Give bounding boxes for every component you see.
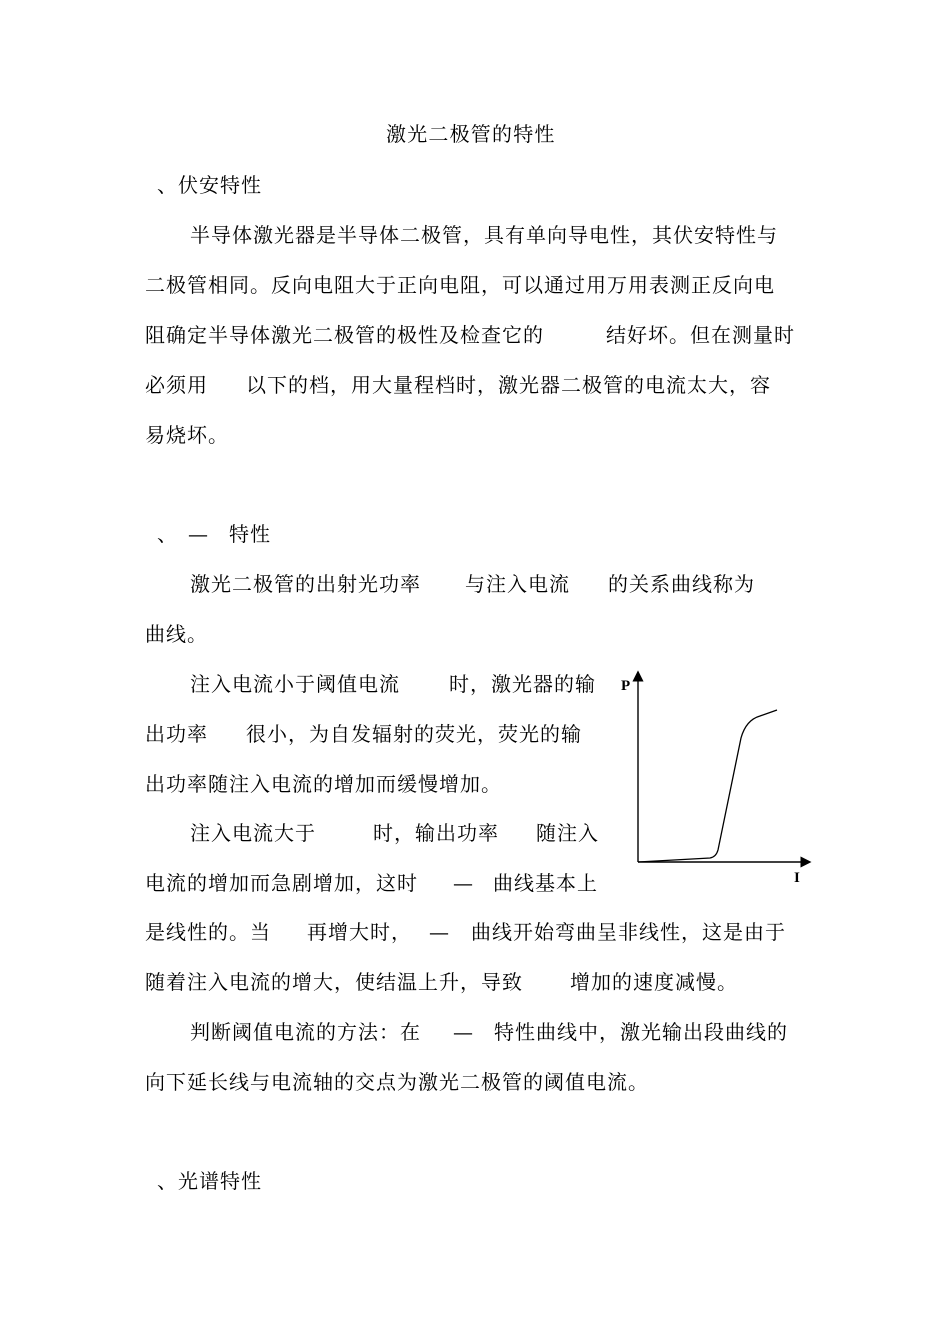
paragraph-line: 结好坏。但在测量时 xyxy=(606,323,795,347)
paragraph-line: 时，激光器的输 xyxy=(449,672,596,696)
paragraph-line: 的关系曲线称为 xyxy=(608,572,755,596)
paragraph-line: 半导体激光器是半导体二极管，具有单向导电性，其伏安特性与 xyxy=(190,223,778,247)
paragraph-line: 时，输出功率 xyxy=(373,821,499,845)
section-heading-pi: 特性 xyxy=(229,522,271,546)
heading-dash: — xyxy=(188,522,209,546)
paragraph-line: 随着注入电流的增大，使结温上升，导致 xyxy=(145,970,523,994)
paragraph-line: 出功率随注入电流的增加而缓慢增加。 xyxy=(145,772,502,796)
y-axis-label: P xyxy=(621,678,631,694)
paragraph-line: 二极管相同。反向电阻大于正向电阻，可以通过用万用表测正反向电 xyxy=(145,273,775,297)
paragraph-line: 向下延长线与电流轴的交点为激光二极管的阈值电流。 xyxy=(145,1070,649,1094)
paragraph-line: 出功率 xyxy=(145,722,208,746)
paragraph-line: 阻确定半导体激光二极管的极性及检查它的 xyxy=(145,323,544,347)
x-axis-label: I xyxy=(794,870,800,886)
paragraph-line: 曲线基本上 xyxy=(493,871,598,895)
paragraph-line: 是线性的。当 xyxy=(145,920,271,944)
paragraph-line: 随注入 xyxy=(536,821,599,845)
paragraph-line: 特性曲线中，激光输出段曲线的 xyxy=(494,1020,788,1044)
paragraph-line: 注入电流小于阈值电流 xyxy=(190,672,400,696)
page-title: 激光二极管的特性 xyxy=(386,122,556,146)
pi-curve-figure xyxy=(621,668,818,890)
pi-curve-line xyxy=(638,710,777,862)
paragraph-line: 判断阈值电流的方法：在 xyxy=(190,1020,421,1044)
inline-dash: — xyxy=(453,871,474,895)
paragraph-line: 以下的档，用大量程档时，激光器二极管的电流太大，容 xyxy=(246,373,771,397)
paragraph-line: 再增大时， xyxy=(307,920,412,944)
paragraph-line: 曲线。 xyxy=(145,622,208,646)
paragraph-line: 电流的增加而急剧增加，这时 xyxy=(145,871,418,895)
section-heading-spectrum: 、光谱特性 xyxy=(157,1169,262,1193)
paragraph-line: 与注入电流 xyxy=(465,572,570,596)
section-heading-vi: 、伏安特性 xyxy=(157,173,262,197)
pi-curve-graphic xyxy=(628,668,818,890)
paragraph-line: 注入电流大于 xyxy=(190,821,316,845)
section-heading-prefix: 、 xyxy=(157,522,178,546)
paragraph-line: 曲线开始弯曲呈非线性，这是由于 xyxy=(471,920,786,944)
paragraph-line: 必须用 xyxy=(145,373,208,397)
paragraph-line: 很小，为自发辐射的荧光，荧光的输 xyxy=(246,722,582,746)
inline-dash: — xyxy=(453,1020,474,1044)
paragraph-line: 激光二极管的出射光功率 xyxy=(190,572,421,596)
paragraph-line: 易烧坏。 xyxy=(145,423,229,447)
inline-dash: — xyxy=(429,920,450,944)
paragraph-line: 增加的速度减慢。 xyxy=(570,970,738,994)
